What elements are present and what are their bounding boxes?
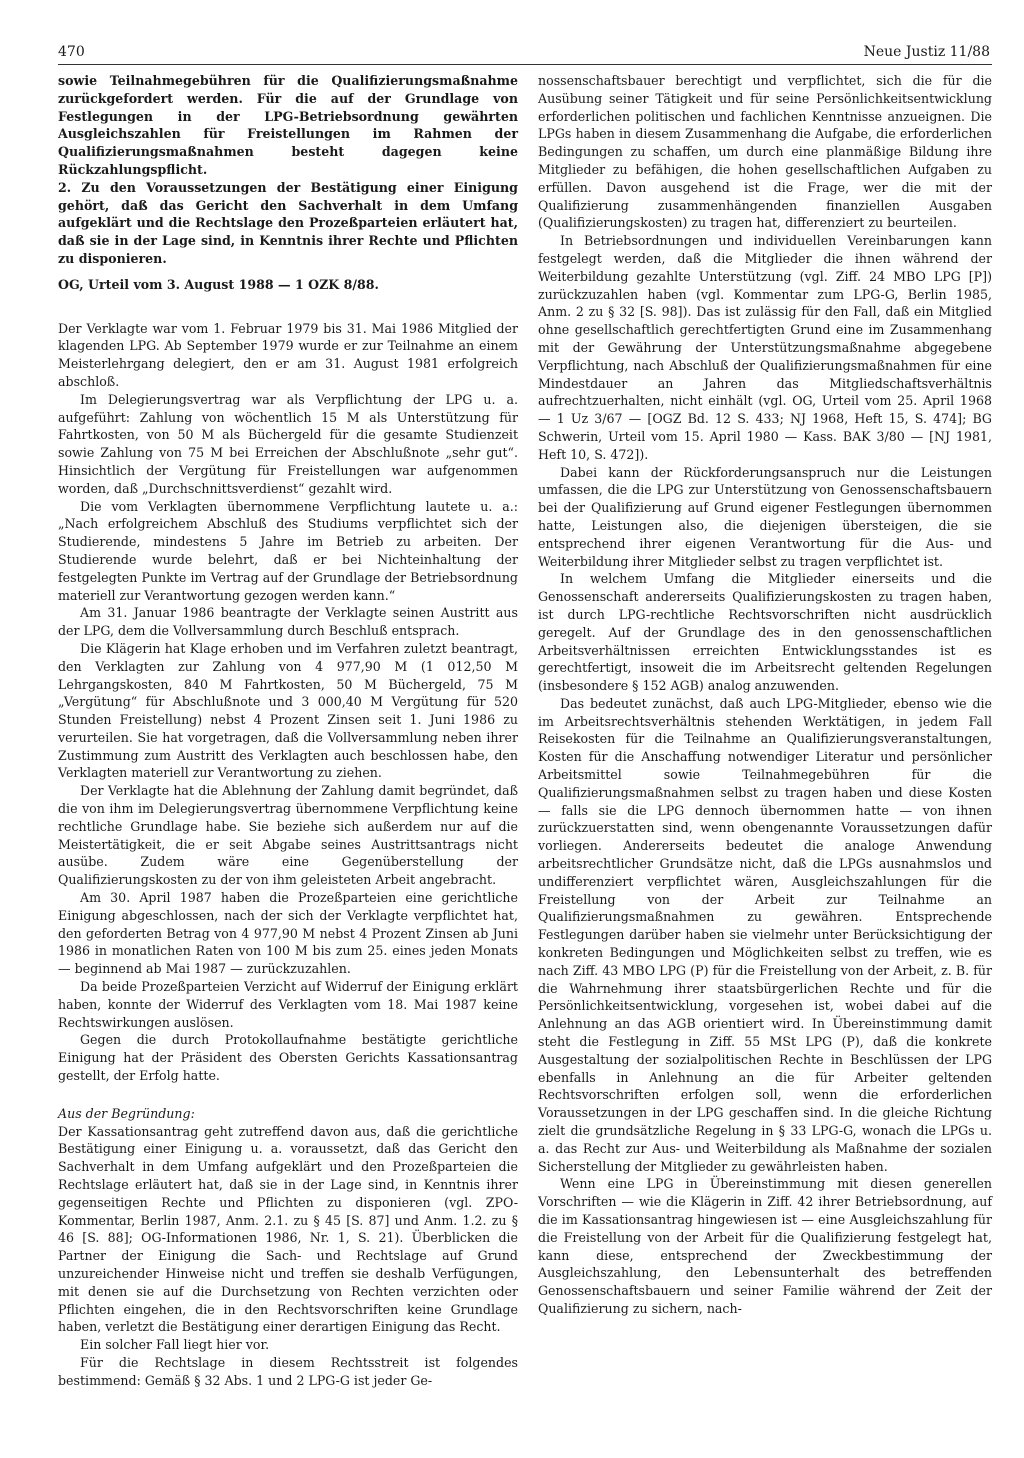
page-number: 470: [58, 44, 85, 60]
paragraph: Wenn eine LPG in Übereinstimmung mit diesen generellen Vorschriften — wie die Klägerin in Ziff. 42 ihrer Betriebsordnung, auf die im Kassationsantrag hingewiesen ist — eine Ausgleichszahlung für die Freistellung von der Arbeit für die Qualifizierung festgelegt hat, kann diese, entsprechend der Zweckbestimmung der Ausgleichszahlung, den Lebensunterhalt des betreffenden Genossenschaftsbauern und seiner Familie während der Zeit der Qualifizierung zu sichern, nach-: [538, 1176, 992, 1316]
page-header: [58, 44, 990, 64]
spacer: [58, 294, 518, 320]
paragraph: Für die Rechtslage in diesem Rechtsstreit ist folgendes bestimmend: Gemäß § 32 Abs. 1 und 2 LPG-G ist jeder Ge-: [58, 1354, 518, 1388]
paragraph: nossenschaftsbauer berechtigt und verpflichtet, sich die für die Ausübung seiner Tätigkeit und für seine Persönlichkeitsentwicklung erforderlichen politischen und fachlichen Kenntnisse anzueignen. Die LPGs haben in diesem Zusammenhang die Aufgabe, die erforderlichen Bedingungen zu schaffen, um durch eine planmäßige Bildung ihre Mitglieder zu befähigen, die hohen gesellschaftlichen Aufgaben zu erfüllen. Davon ausgehend ist die Frage, wer die mit der Qualifizierung zusammenhängenden finanziellen Ausgaben (Qualifizierungskosten) zu tragen hat, differenziert zu beurteilen.: [538, 73, 992, 231]
paragraph: In Betriebsordnungen und individuellen Vereinbarungen kann festgelegt werden, daß die Mitglieder die ihnen während der Weiterbildung gezahlte Unterstützung (vgl. Ziff. 24 MBO LPG [P]) zurückzuzahlen haben (vgl. Kommentar zum LPG-G, Berlin 1985, Anm. 2 zu § 32 [S. 98]). Das ist zulässig für den Fall, daß ein Mitglied ohne gesellschaftlich gerechtfertigten Grund eine im Zusammenhang mit der Gewährung der Unterstützungsmaßnahme abgegebene Verpflichtung, nach Abschluß der Qualifizierungsmaßnahmen für eine Mindestdauer an Jahren das Mitgliedschaftsverhältnis aufrechtzuerhalten, nicht einhält (vgl. OG, Urteil vom 25. April 1968 — 1 Uz 3/67 — [OGZ Bd. 12 S. 433; NJ 1968, Heft 15, S. 474]; BG Schwerin, Urteil vom 15. April 1980 — Kass. BAK 3/80 — [NJ 1981, Heft 10, S. 472]).: [538, 233, 992, 462]
left-column: [58, 72, 518, 1390]
paragraph: Die vom Verklagten übernommene Verpflichtung lautete u. a.: „Nach erfolgreichem Abschluß des Studiums verpflichtet sich der Studierende, mindestens 5 Jahre im Betrieb zu arbeiten. Der Studierende wurde belehrt, daß er bei Nichteinhaltung der festgelegten Punkte im Vertrag auf der Grundlage der Betriebsordnung materiell zur Verantwortung gezogen werden kann.“: [58, 498, 518, 603]
paragraph: Der Verklagte war vom 1. Februar 1979 bis 31. Mai 1986 Mitglied der klagenden LPG. Ab September 1979 wurde er zur Teilnahme an einem Meisterlehrgang delegiert, den er am 31. August 1981 erfolgreich abschloß.: [58, 320, 518, 389]
paragraph: Am 30. April 1987 haben die Prozeßparteien eine gerichtliche Einigung abgeschlossen, nach der sich der Verklagte verpflichtet hat, den geforderten Betrag von 4 977,90 M nebst 4 Prozent Zinsen ab Juni 1986 in monatlichen Raten von 100 M bis zum 25. eines jeden Monats — beginnend ab Mai 1987 — zurückzuzahlen.: [58, 890, 518, 977]
paragraph: Der Verklagte hat die Ablehnung der Zahlung damit begründet, daß die von ihm im Delegierungsvertrag übernommene Verpflichtung keine rechtliche Grundlage habe. Sie beziehe sich außerdem nur auf die Meistertätigkeit, die er seit Abgabe seines Austrittsantrags nicht ausübe. Zudem wäre eine Gegenüberstellung der Qualifizierungskosten zu der von ihm geleisteten Arbeit angebracht.: [58, 783, 518, 888]
right-column: [538, 72, 992, 1318]
case-citation: OG, Urteil vom 3. August 1988 — 1 OZK 8/88.: [58, 276, 379, 292]
paragraph: Da beide Prozeßparteien Verzicht auf Widerruf der Einigung erklärt haben, konnte der Widerruf des Verklagten vom 18. Mai 1987 keine Rechtswirkungen auslösen.: [58, 979, 518, 1030]
paragraph: Dabei kann der Rückforderungsanspruch nur die Leistungen umfassen, die die LPG zur Unterstützung von Genossenschaftsbauern bei der Qualifizierung auf Grund eigener Festlegungen übernommen hatte, Leistungen also, die diejenigen übersteigen, die sie entsprechend ihrer eigenen Verantwortung für die Aus- und Weiterbildung ihrer Mitglieder selbst zu tragen verpflichtet ist.: [538, 464, 992, 569]
header-rule: [58, 64, 992, 65]
headnote-2: 2. Zu den Voraussetzungen der Bestätigung einer Einigung gehört, daß das Gericht den Sachverhalt in dem Umfang aufgeklärt und die Rechtslage den Prozeßparteien erläutert hat, daß sie in der Lage sind, in Kenntnis ihrer Rechte und Pflichten zu disponieren.: [58, 179, 518, 266]
paragraph: Am 31. Januar 1986 beantragte der Verklagte seinen Austritt aus der LPG, dem die Vollversammlung durch Beschluß entsprach.: [58, 605, 518, 639]
spacer: [58, 1085, 518, 1105]
paragraph: In welchem Umfang die Mitglieder einerseits und die Genossenschaft andererseits Qualifizierungskosten zu tragen haben, ist durch LPG-rechtliche Rechtsvorschriften nicht ausdrücklich geregelt. Auf der Grundlage des in den genossenschaftlichen Arbeitsverhältnissen erreichten Entwicklungsstandes ist es gerechtfertigt, insoweit die im Arbeitsrecht geltenden Regelungen (insbesondere § 152 AGB) analog anzuwenden.: [538, 571, 992, 694]
paragraph: Der Kassationsantrag geht zutreffend davon aus, daß die gerichtliche Bestätigung einer Einigung u. a. voraussetzt, daß das Gericht den Sachverhalt in dem Umfang aufgeklärt und den Prozeßparteien die Rechtslage erläutert hat, daß sie in der Lage sind, in Kenntnis ihrer gegenseitigen Rechte und Pflichten zu disponieren (vgl. ZPO-Kommentar, Berlin 1987, Anm. 2.1. zu § 45 [S. 87] und Anm. 1.2. zu § 46 [S. 88]; OG-Informationen 1986, Nr. 1, S. 21). Überblicken die Partner der Einigung die Sach- und Rechtslage auf Grund unzureichender Hinweise nicht und treffen sie deshalb Verfügungen, mit denen sie auf die Durchsetzung von Rechten verzichten oder Pflichten eingehen, die in den Rechtsvorschriften keine Grundlage haben, verletzt die Bestätigung einer derartigen Einigung das Recht.: [58, 1123, 518, 1335]
paragraph: Im Delegierungsvertrag war als Verpflichtung der LPG u. a. aufgeführt: Zahlung von wöchentlich 15 M als Unterstützung für Fahrtkosten, von 50 M als Büchergeld für die gesamte Studienzeit sowie Zahlung von 75 M bei Erreichen der Abschlußnote „sehr gut“. Hinsichtlich der Vergütung für Freistellungen war aufgenommen worden, daß „Durchschnittsverdienst“ gezahlt wird.: [58, 391, 518, 496]
paragraph: Das bedeutet zunächst, daß auch LPG-Mitglieder, ebenso wie die im Arbeitsrechtsverhältnis stehenden Werktätigen, in jedem Fall Reisekosten für die Teilnahme an Qualifizierungsveranstaltungen, Kosten für die Anschaffung notwendiger Literatur und persönlicher Arbeitsmittel sowie Teilnahmegebühren für die Qualifizierungsmaßnahmen selbst zu tragen haben und diese Kosten — falls sie die LPG dennoch übernommen hatte — von ihnen zurückzuerstatten sind, wenn obengenannte Voraussetzungen dafür vorliegen. Andererseits bedeutet die analoge Anwendung arbeitsrechtlicher Grundsätze nicht, daß die LPGs ausnahmslos und undifferenziert verpflichtet wären, Ausgleichszahlungen für die Freistellung von der Arbeit zur Teilnahme an Qualifizierungsmaßnahmen zu gewähren. Entsprechende Festlegungen darüber haben sie vielmehr unter Berücksichtigung der konkreten Bedingungen und Möglichkeiten selbst zu treffen, wie es nach Ziff. 43 MBO LPG (P) für die Freistellung von der Arbeit, z. B. für die Wahrnehmung ihrer staatsbürgerlichen Rechte und für die Persönlichkeitsentwicklung, vorgesehen ist, wobei dabei auf die Anlehnung an das AGB orientiert wird. In Übereinstimmung damit steht die Festlegung in Ziff. 55 MSt LPG (P), daß die konkrete Ausgestaltung der sozialpolitischen Rechte in Beschlüssen der LPG ebenfalls in Anlehnung an die für Arbeiter geltenden Rechtsvorschriften erfolgen soll, wenn die erforderlichen Voraussetzungen in der LPG geschaffen sind. In die gleiche Richtung zielt die grundsätzliche Regelung in § 33 LPG-G, wonach die LPGs u. a. das Recht zur Aus- und Weiterbildung als Maßnahme der sozialen Sicherstellung der Mitglieder zu gewährleisten haben.: [538, 695, 992, 1174]
paragraph: Ein solcher Fall liegt hier vor.: [80, 1337, 270, 1353]
journal-issue: Neue Justiz 11/88: [863, 44, 990, 60]
paragraph: Die Klägerin hat Klage erhoben und im Verfahren zuletzt beantragt, den Verklagten zur Zahlung von 4 977,90 M (1 012,50 M Lehrgangskosten, 840 M Fahrtkosten, 50 M Büchergeld, 75 M „Vergütung“ für Abschlußnote und 3 000,40 M Vergütung für 520 Stunden Freistellung) nebst 4 Prozent Zinsen seit 1. Juni 1986 zu verurteilen. Sie hat vorgetragen, daß die Vollversammlung neben ihrer Zustimmung zum Austritt des Verklagten auch beschlossen habe, den Verklagten materiell zur Verantwortung zu ziehen.: [58, 640, 518, 781]
paragraph: Gegen die durch Protokollaufnahme bestätigte gerichtliche Einigung hat der Präsident des Obersten Gerichts Kassationsantrag gestellt, der Erfolg hatte.: [58, 1032, 518, 1084]
reasons-heading: Aus der Begründung:: [58, 1105, 195, 1121]
headnote-1: sowie Teilnahmegebühren für die Qualifizierungsmaßnahme zurückgefordert werden. Für die auf der Grundlage von Festlegungen in der LPG-Betriebsordnung gewährten Ausgleichszahlen für Freistellungen im Rahmen der Qualifizierungsmaßnahmen besteht dagegen keine Rückzahlungspflicht.: [58, 73, 518, 177]
